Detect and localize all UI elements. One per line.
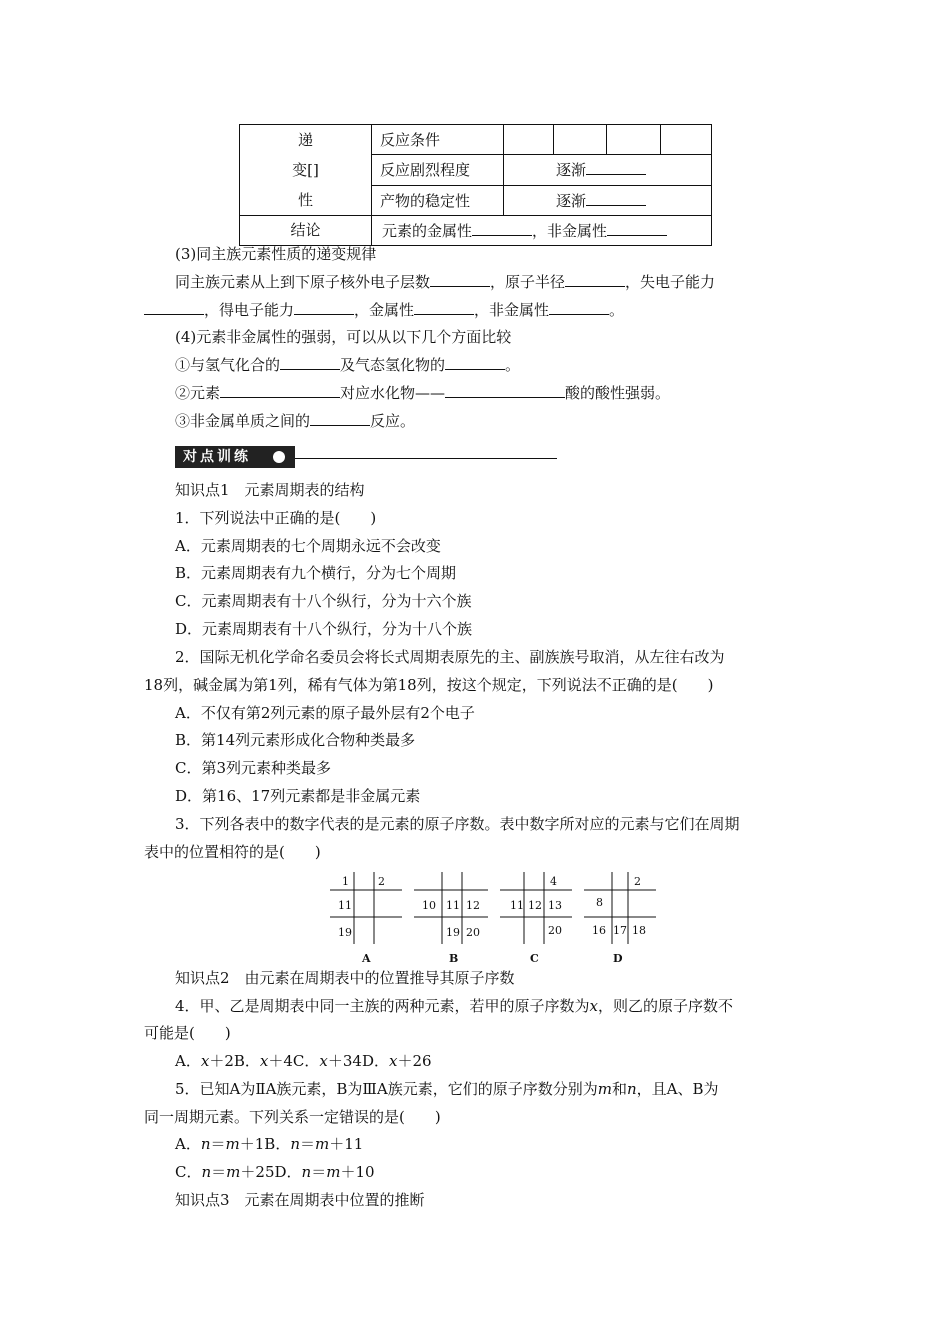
q2-option-c: C．第3列元素种类最多 bbox=[175, 759, 332, 777]
row-value-intensity bbox=[504, 155, 712, 185]
variable-x: x bbox=[388, 1052, 398, 1070]
banner-dot-icon bbox=[273, 451, 285, 463]
q2-option-b: B．第14列元素形成化合物种类最多 bbox=[175, 731, 416, 749]
text: 4．甲、乙是周期表中同一主族的两种元素，若甲的原子序数为 bbox=[175, 997, 590, 1015]
empty-cell bbox=[607, 125, 661, 155]
grid-number: 4 bbox=[550, 875, 557, 888]
grid-a bbox=[330, 872, 402, 946]
row-value-stability bbox=[504, 185, 712, 215]
text: 同主族元素从上到下原子核外电子层数 bbox=[175, 273, 431, 291]
text: ＝ bbox=[311, 1163, 327, 1181]
text: ，非金属性 bbox=[474, 301, 550, 319]
text: 5．已知A为ⅡA族元素，B为ⅢA族元素，它们的原子序数分别为 bbox=[175, 1080, 598, 1098]
variable-m: m bbox=[226, 1163, 241, 1181]
text: C． bbox=[175, 1163, 202, 1181]
grid-b bbox=[414, 872, 488, 946]
answer-blank bbox=[445, 383, 565, 398]
variable-x: x bbox=[319, 1052, 328, 1070]
grid-number: 11 bbox=[510, 899, 524, 912]
text: ＋2B． bbox=[209, 1052, 260, 1070]
knowledge-point-1: 知识点1 元素周期表的结构 bbox=[175, 481, 365, 499]
grid-number: 2 bbox=[634, 875, 641, 888]
q5-stem-line2: 同一周期元素。下列关系一定错误的是( ) bbox=[144, 1108, 441, 1126]
text: ＋11 bbox=[329, 1135, 364, 1153]
variable-m: m bbox=[225, 1135, 240, 1153]
grid-number: 10 bbox=[422, 899, 436, 912]
metallic-text: 元素的金属性 bbox=[382, 222, 473, 240]
q1-option-d: D．元素周期表有十八个纵行，分为十八个族 bbox=[175, 620, 473, 638]
sec4-item3 bbox=[175, 411, 415, 431]
sec3-line1 bbox=[175, 272, 715, 292]
grid-c-label: C bbox=[530, 952, 539, 965]
variable-n: n bbox=[201, 1163, 212, 1181]
grid-number: 19 bbox=[338, 926, 352, 939]
conclusion-label: 结论 bbox=[240, 216, 372, 246]
variable-m: m bbox=[326, 1163, 341, 1181]
row-label-stability: 产物的稳定性 bbox=[372, 185, 504, 215]
text: ＋10 bbox=[340, 1163, 375, 1181]
grid-c bbox=[500, 872, 572, 946]
answer-blank bbox=[220, 383, 340, 398]
grid-number: 20 bbox=[466, 926, 480, 939]
side-char-1: 递 bbox=[297, 131, 313, 149]
conclusion-value bbox=[372, 216, 712, 246]
answer-blank bbox=[294, 300, 354, 315]
answer-blank bbox=[586, 160, 646, 175]
text: 和 bbox=[611, 1080, 627, 1098]
gradually-text: 逐渐 bbox=[556, 191, 587, 210]
text: ，金属性 bbox=[354, 301, 415, 319]
text: ＋26 bbox=[397, 1052, 432, 1070]
nonmetallic-text: ，非金属性 bbox=[532, 222, 608, 240]
answer-blank bbox=[607, 221, 667, 236]
q2-option-a: A．不仅有第2列元素的原子最外层有2个电子 bbox=[175, 704, 475, 722]
q3-stem-line2: 表中的位置相符的是( ) bbox=[144, 843, 321, 861]
answer-blank bbox=[549, 300, 609, 315]
text: 。 bbox=[505, 356, 521, 374]
answer-blank bbox=[445, 355, 505, 370]
sec3-title: (3)同主族元素性质的递变规律 bbox=[175, 245, 377, 263]
q2-stem-line1: 2．国际无机化学命名委员会将长式周期表原先的主、副族族号取消，从左往右改为 bbox=[175, 648, 725, 666]
grid-number: 2 bbox=[378, 875, 385, 888]
answer-blank bbox=[414, 300, 474, 315]
knowledge-point-3: 知识点3 元素在周期表中位置的推断 bbox=[175, 1191, 425, 1209]
variable-x: x bbox=[259, 1052, 269, 1070]
sec4-title: (4)元素非金属性的强弱，可以从以下几个方面比较 bbox=[175, 328, 512, 346]
variable-m: m bbox=[597, 1080, 612, 1098]
variable-m: m bbox=[315, 1135, 330, 1153]
q2-stem-line2: 18列，碱金属为第1列，稀有气体为第18列，按这个规定，下列说法不正确的是( ) bbox=[144, 676, 714, 694]
grid-number: 1 bbox=[342, 875, 349, 888]
variable-n: n bbox=[626, 1080, 637, 1098]
text: ＋1B． bbox=[239, 1135, 291, 1153]
variable-n: n bbox=[290, 1135, 301, 1153]
grid-number: 12 bbox=[466, 899, 480, 912]
text: ＋25D． bbox=[240, 1163, 302, 1181]
q2-option-d: D．第16、17列元素都是非金属元素 bbox=[175, 787, 421, 805]
answer-blank bbox=[586, 191, 646, 206]
grid-number: 20 bbox=[548, 924, 562, 937]
banner-label: 对点训练 bbox=[175, 446, 295, 468]
grid-number: 12 bbox=[528, 899, 542, 912]
text: ＝ bbox=[211, 1163, 227, 1181]
q4-stem-line2: 可能是( ) bbox=[144, 1024, 231, 1042]
side-char-2: 变[] bbox=[292, 161, 319, 179]
text: 。 bbox=[609, 301, 625, 319]
variable-n: n bbox=[301, 1163, 312, 1181]
variable-x: x bbox=[589, 997, 599, 1015]
q1-option-c: C．元素周期表有十八个纵行，分为十六个族 bbox=[175, 592, 472, 610]
text: 及气态氢化物的 bbox=[340, 356, 446, 374]
knowledge-point-2: 知识点2 由元素在周期表中的位置推导其原子序数 bbox=[175, 969, 515, 987]
text: ＝ bbox=[300, 1135, 316, 1153]
grid-number: 17 bbox=[613, 924, 627, 937]
q5-options-line1 bbox=[175, 1134, 363, 1154]
q4-options bbox=[175, 1051, 432, 1071]
empty-cell bbox=[554, 125, 607, 155]
grid-d-label: D bbox=[613, 952, 623, 965]
q1-option-b: B．元素周期表有九个横行，分为七个周期 bbox=[175, 564, 457, 582]
grid-b-label: B bbox=[449, 952, 459, 965]
grid-d bbox=[584, 872, 656, 946]
q5-options-line2 bbox=[175, 1162, 375, 1182]
row-label-intensity: 反应剧烈程度 bbox=[372, 155, 504, 185]
answer-blank bbox=[430, 272, 490, 287]
banner-rule bbox=[295, 458, 557, 459]
text: ，原子半径 bbox=[490, 273, 566, 291]
variable-x: x bbox=[200, 1052, 210, 1070]
answer-blank bbox=[472, 221, 532, 236]
grid-number: 11 bbox=[446, 899, 460, 912]
grid-number: 18 bbox=[632, 924, 646, 937]
q4-stem-line1 bbox=[175, 996, 733, 1016]
text: ②元素 bbox=[175, 384, 221, 402]
text: ①与氢气化合的 bbox=[175, 356, 281, 374]
text: ，且A、B为 bbox=[636, 1080, 719, 1098]
text: A． bbox=[175, 1135, 201, 1153]
text: ，失电子能力 bbox=[625, 273, 716, 291]
sec4-item2 bbox=[175, 383, 670, 403]
q3-stem-line1: 3．下列各表中的数字代表的是元素的原子序数。表中数字所对应的元素与它们在周期 bbox=[175, 815, 740, 833]
side-char-3: 性 bbox=[297, 191, 313, 209]
text: ③非金属单质之间的 bbox=[175, 412, 311, 430]
row-label-condition: 反应条件 bbox=[372, 125, 504, 155]
table-side-label bbox=[240, 125, 372, 216]
text: A． bbox=[175, 1052, 201, 1070]
variable-n: n bbox=[200, 1135, 211, 1153]
grid-number: 11 bbox=[338, 899, 352, 912]
empty-cell bbox=[661, 125, 712, 155]
section-banner bbox=[175, 446, 557, 468]
text: ，则乙的原子序数不 bbox=[598, 997, 734, 1015]
q1-option-a: A．元素周期表的七个周期永远不会改变 bbox=[175, 537, 441, 555]
q1-stem: 1．下列说法中正确的是( ) bbox=[175, 509, 377, 527]
properties-table bbox=[239, 124, 712, 246]
text: 对应水化物—— bbox=[340, 384, 446, 402]
grid-a-label: A bbox=[362, 952, 371, 965]
sec4-item1 bbox=[175, 355, 520, 375]
grid-number: 8 bbox=[596, 896, 603, 909]
text: 酸的酸性强弱。 bbox=[565, 384, 671, 402]
text: ，得电子能力 bbox=[204, 301, 295, 319]
text: ＝ bbox=[210, 1135, 226, 1153]
text: ＋4C． bbox=[268, 1052, 320, 1070]
answer-blank bbox=[565, 272, 625, 287]
q5-stem-line1 bbox=[175, 1079, 719, 1099]
answer-blank bbox=[280, 355, 340, 370]
grid-number: 16 bbox=[592, 924, 606, 937]
text: ＋34D． bbox=[327, 1052, 389, 1070]
gradually-text: 逐渐 bbox=[556, 161, 587, 180]
answer-blank bbox=[144, 300, 204, 315]
grid-number: 19 bbox=[446, 926, 460, 939]
grid-number: 13 bbox=[548, 899, 562, 912]
answer-blank bbox=[310, 411, 370, 426]
empty-cell bbox=[504, 125, 554, 155]
sec3-line2 bbox=[144, 300, 624, 320]
text: 反应。 bbox=[370, 412, 416, 430]
